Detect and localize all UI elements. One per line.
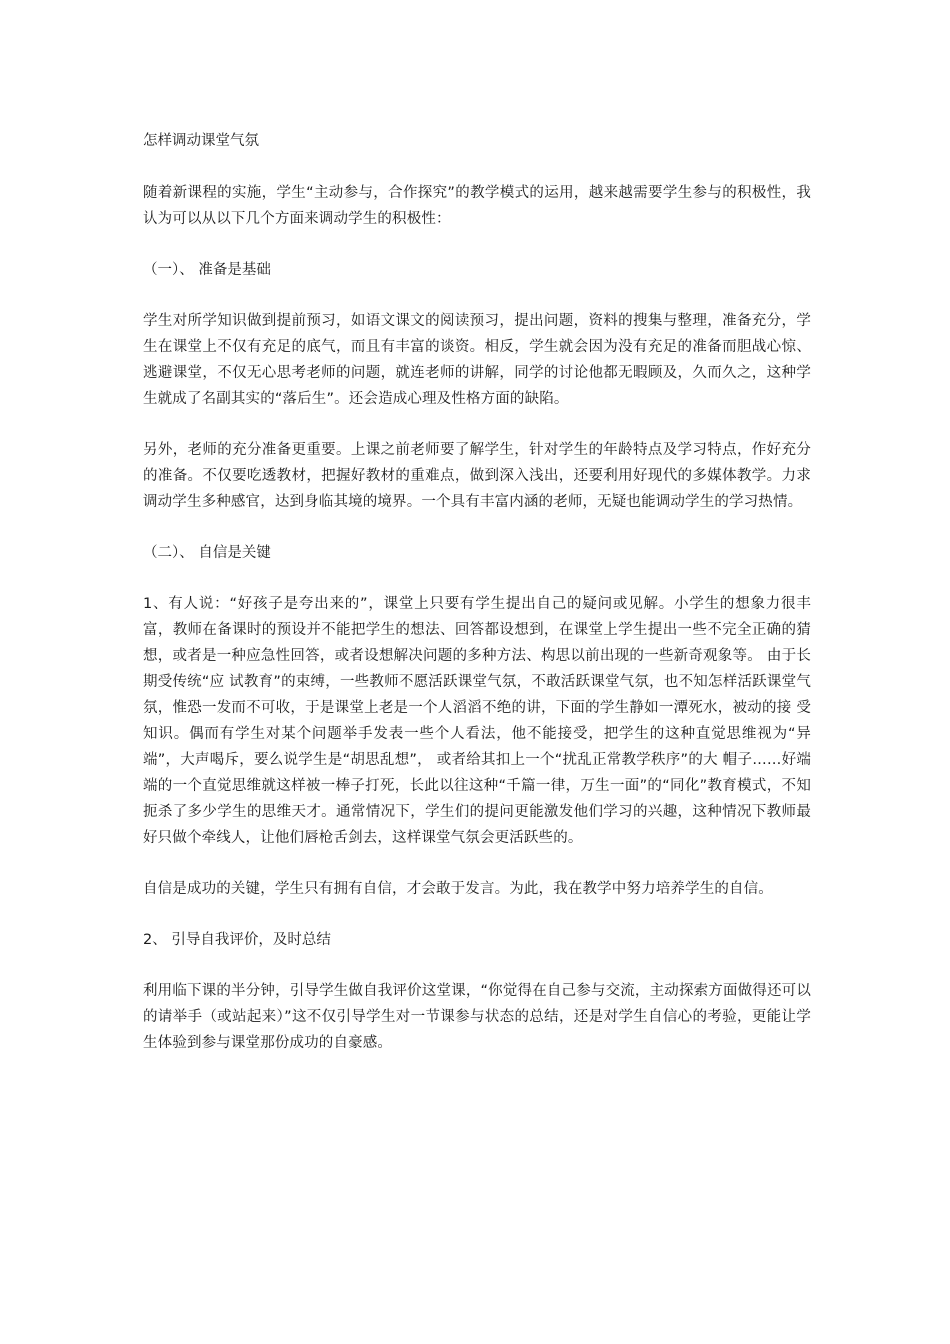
- subheading-self-evaluation: 2、 引导自我评价，及时总结: [143, 932, 331, 948]
- confidence-paragraph-summary: 自信是成功的关键，学生只有拥有自信，才会敢于发言。为此，我在教学中努力培养学生的自信。: [143, 881, 773, 897]
- document-body: [143, 128, 811, 1081]
- preparation-paragraph-teachers: 另外，老师的充分准备更重要。上课之前老师要了解学生，针对学生的年龄特点及学习特点，作好充分的准备。不仅要吃透教材，把握好教材的重难点，做到深入浅出，还要利用好现代的多媒体教学。力求调动学生多种感官，达到身临其境的境界。一个具有丰富内涵的老师，无疑也能调动学生的学习热情。: [143, 442, 811, 510]
- intro-paragraph: 随着新课程的实施，学生“主动参与，合作探究”的教学模式的运用，越来越需要学生参与的积极性，我认为可以从以下几个方面来调动学生的积极性：: [143, 185, 811, 227]
- confidence-paragraph-praise: 1、有人说：“好孩子是夸出来的”，课堂上只要有学生提出自己的疑问或见解。小学生的想象力很丰富，教师在备课时的预设并不能把学生的想法、回答都设想到，在课堂上学生提出一些不完全正确的猜想，或者是一种应急性回答，或者设想解决问题的多种方法、构思以前出现的一些新奇观象等。 由于长期受传统“应 试教育”的束缚，一些教师不愿活跃课堂气氛，不敢活跃课堂气氛，也不知怎样活跃课堂气氛，惟恐一发而不可收，于是课堂上老是一个人滔滔不绝的讲，下面的学生静如一潭死水，被动的接 受知识。偶而有学生对某个问题举手发表一些个人看法，他不能接受，把学生的这种直觉思维视为“异端”，大声喝斥，要么说学生是“胡思乱想”， 或者给其扣上一个“扰乱正常教学秩序”的大 帽子……好端端的一个直觉思维就这样被一棒子打死，长此以往这种“千篇一律，万生一面”的“同化”教育模式，不知扼杀了多少学生的思维天才。通常情况下，学生们的提问更能激发他们学习的兴趣，这种情况下教师最好只做个牵线人，让他们唇枪舌剑去，这样课堂气氛会更活跃些的。: [143, 596, 811, 846]
- section-heading-confidence: （二）、 自信是关键: [143, 545, 271, 561]
- self-evaluation-paragraph: 利用临下课的半分钟，引导学生做自我评价这堂课，“你觉得在自己参与交流，主动探索方面做得还可以的请举手（或站起来）”这不仅引导学生对一节课参与状态的总结，还是对学生自信心的考验，更能让学生体验到参与课堂那份成功的自豪感。: [143, 983, 811, 1051]
- preparation-paragraph-students: 学生对所学知识做到提前预习，如语文课文的阅读预习，提出问题，资料的搜集与整理，准备充分，学生在课堂上不仅有充足的底气，而且有丰富的谈资。相反，学生就会因为没有充足的准备而胆战心惊、逃避课堂，不仅无心思考老师的问题，就连老师的讲解，同学的讨论他都无暇顾及，久而久之，这种学生就成了名副其实的“落后生”。还会造成心理及性格方面的缺陷。: [143, 313, 811, 407]
- section-heading-preparation: （一）、 准备是基础: [143, 262, 271, 278]
- document-title: 怎样调动课堂气氛: [143, 133, 259, 149]
